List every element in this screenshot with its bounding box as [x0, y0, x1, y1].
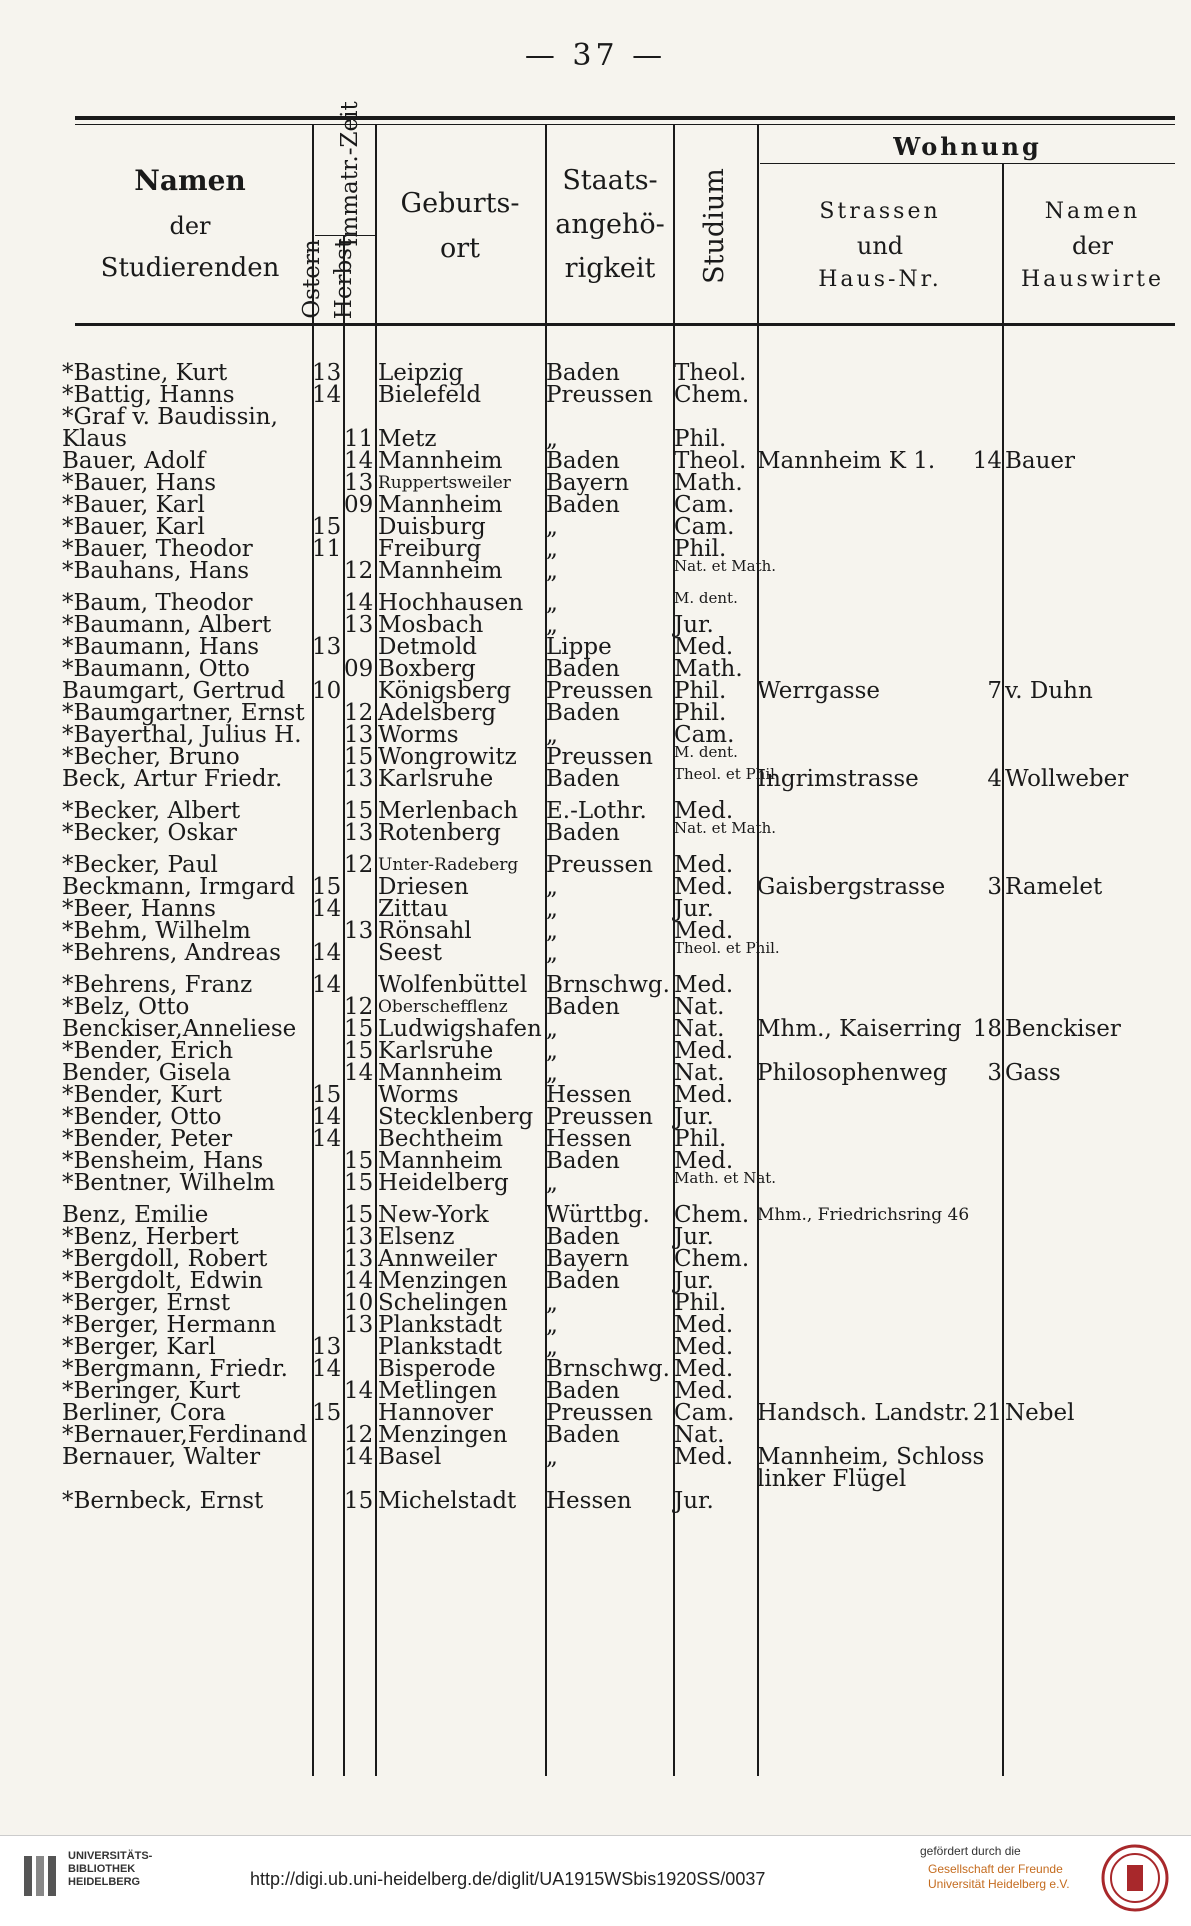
cell-ort: Wongrowitz [378, 744, 517, 770]
cell-ort: Detmold [378, 634, 478, 660]
cell-ort: Seest [378, 940, 443, 966]
cell-name: *Bauhans, Hans [62, 558, 250, 584]
header-geburts: Geburts- [400, 188, 520, 219]
cell-ort: Basel [378, 1444, 442, 1470]
cell-h: 12 [344, 700, 374, 726]
cell-name: *Baumgartner, Ernst [62, 700, 305, 726]
cell-ort: Worms [378, 1082, 459, 1108]
cell-ort: Driesen [378, 874, 469, 900]
header-studierenden: Studierenden [100, 253, 280, 283]
cell-str: Mannheim K 1. [757, 448, 936, 474]
cell-staat: „ [546, 940, 558, 966]
cell-o: 14 [312, 972, 342, 998]
cell-nr: 7 [987, 678, 1002, 704]
header-staats: Staats- [562, 165, 658, 196]
university-seal-icon [1100, 1843, 1170, 1913]
cell-ort: Bisperode [378, 1356, 496, 1382]
cell-ort: Oberschefflenz [378, 997, 508, 1017]
cell-name: Bender, Gisela [62, 1060, 231, 1086]
cell-name: Baumgart, Gertrud [62, 678, 286, 704]
cell-stud: Chem. [674, 1246, 750, 1272]
cell-stud: Med. [674, 972, 734, 998]
header-und: und [856, 232, 904, 260]
cell-name: *Bergdolt, Edwin [62, 1268, 263, 1294]
cell-staat: „ [546, 1444, 558, 1470]
cell-name: *Bender, Otto [62, 1104, 222, 1130]
cell-h: 15 [344, 798, 374, 824]
cell-ort: Mannheim [378, 1060, 503, 1086]
cell-name: Bauer, Adolf [62, 448, 206, 474]
cell-ort: Merlenbach [378, 798, 519, 824]
cell-name: *Behrens, Andreas [62, 940, 281, 966]
cell-stud: Med. [674, 874, 734, 900]
cell-name: *Bernauer,Ferdinand [62, 1422, 308, 1448]
cell-ort: Bielefeld [378, 382, 482, 408]
cell-nr: 18 [972, 1016, 1002, 1042]
cell-nr: 21 [972, 1400, 1002, 1426]
cell-ort: Mannheim [378, 448, 503, 474]
cell-name: *Baumann, Otto [62, 656, 250, 682]
header-bottom-rule [75, 323, 1175, 326]
cell-h: 14 [344, 590, 374, 616]
cell-name: *Benz, Herbert [62, 1224, 239, 1250]
cell-name: *Bastine, Kurt [62, 360, 228, 386]
cell-ort: New-York [378, 1202, 489, 1228]
cell-stud: Nat. et Math. [674, 819, 777, 837]
cell-str: Mhm., Kaiserring [757, 1016, 962, 1042]
cell-staat: Preussen [546, 382, 653, 408]
cell-stud: Cam. [674, 492, 735, 518]
cell-staat: „ [546, 590, 558, 616]
cell-o: 15 [312, 514, 342, 540]
cell-name: *Berger, Karl [62, 1334, 216, 1360]
cell-stud: Med. [674, 1334, 734, 1360]
cell-staat: Baden [546, 1224, 620, 1250]
cell-str: Ingrimstrasse [757, 766, 919, 792]
header-studium: Studium [699, 168, 730, 284]
col-line-3 [375, 124, 377, 1776]
top-rule-thin [75, 124, 1175, 125]
cell-stud: Jur. [674, 1224, 714, 1250]
cell-stud: Phil. [674, 536, 727, 562]
cell-stud: M. dent. [674, 743, 738, 761]
cell-staat: Baden [546, 820, 620, 846]
cell-name: Benckiser,Anneliese [62, 1016, 297, 1042]
cell-wirt: Bauer [1005, 448, 1076, 474]
cell-wirt: Benckiser [1005, 1016, 1121, 1042]
cell-str: Philosophenweg [757, 1060, 948, 1086]
cell-ort: Unter-Radeberg [378, 855, 519, 875]
cell-h: 11 [344, 426, 374, 452]
cell-wirt: Gass [1005, 1060, 1061, 1086]
cell-name: Berliner, Cora [62, 1400, 226, 1426]
cell-name: Klaus [62, 426, 127, 452]
header-der-wirte: der [1071, 232, 1114, 260]
cell-staat: „ [546, 612, 558, 638]
cell-stud: Theol. [674, 360, 747, 386]
cell-wirt: Ramelet [1005, 874, 1103, 900]
header-wohnung: Wohnung [893, 132, 1042, 161]
cell-staat: Baden [546, 448, 620, 474]
cell-staat: Baden [546, 1268, 620, 1294]
cell-staat: Baden [546, 360, 620, 386]
cell-staat: Baden [546, 700, 620, 726]
cell-h: 14 [344, 1378, 374, 1404]
cell-name: *Berger, Hermann [62, 1312, 277, 1338]
cell-name: Benz, Emilie [62, 1202, 209, 1228]
cell-stud: Med. [674, 918, 734, 944]
cell-ort: Metlingen [378, 1378, 498, 1404]
cell-ort: Plankstadt [378, 1334, 503, 1360]
cell-name: *Bergmann, Friedr. [62, 1356, 288, 1382]
cell-ort: Menzingen [378, 1268, 508, 1294]
cell-stud: Math. [674, 656, 743, 682]
cell-name: *Bayerthal, Julius H. [62, 722, 302, 748]
cell-staat: Baden [546, 492, 620, 518]
cell-name: *Becker, Paul [62, 852, 218, 878]
cell-h: 13 [344, 766, 374, 792]
cell-stud: Phil. [674, 700, 727, 726]
cell-ort: Mannheim [378, 492, 503, 518]
header-der: der [169, 212, 211, 240]
cell-ort: Königsberg [378, 678, 512, 704]
cell-o: 10 [312, 678, 342, 704]
cell-ort: Stecklenberg [378, 1104, 534, 1130]
cell-o: 13 [312, 360, 342, 386]
cell-stud: Med. [674, 1444, 734, 1470]
cell-staat: Baden [546, 1148, 620, 1174]
cell-name: *Baum, Theodor [62, 590, 253, 616]
cell-str: Handsch. Landstr. [757, 1400, 970, 1426]
cell-nr: 3 [987, 1060, 1002, 1086]
cell-ort: Ludwigshafen [378, 1016, 542, 1042]
cell-stud: Cam. [674, 722, 735, 748]
cell-stud: Cam. [674, 514, 735, 540]
cell-staat: Lippe [546, 634, 612, 660]
cell-o: 14 [312, 1104, 342, 1130]
cell-h: 09 [344, 492, 374, 518]
cell-stud: Nat. [674, 994, 725, 1020]
cell-staat: „ [546, 722, 558, 748]
cell-name: Beckmann, Irmgard [62, 874, 296, 900]
cell-h: 12 [344, 994, 374, 1020]
cell-ort: Ruppertsweiler [378, 473, 511, 493]
cell-h: 15 [344, 1148, 374, 1174]
cell-ort: Annweiler [378, 1246, 497, 1272]
cell-h: 13 [344, 820, 374, 846]
cell-staat: Baden [546, 994, 620, 1020]
cell-staat: „ [546, 558, 558, 584]
cell-staat: E.-Lothr. [546, 798, 647, 824]
cell-o: 15 [312, 874, 342, 900]
cell-stud: Jur. [674, 1488, 714, 1514]
cell-wirt: Nebel [1005, 1400, 1075, 1426]
cell-ort: Menzingen [378, 1422, 508, 1448]
cell-h: 15 [344, 1202, 374, 1228]
cell-o: 14 [312, 1126, 342, 1152]
cell-h: 14 [344, 1060, 374, 1086]
cell-stud: Med. [674, 1082, 734, 1108]
cell-o: 14 [312, 896, 342, 922]
library-logo-icon [22, 1852, 58, 1900]
cell-stud: Med. [674, 798, 734, 824]
cell-ort: Duisburg [378, 514, 486, 540]
cell-ort: Mosbach [378, 612, 484, 638]
cell-o: 14 [312, 382, 342, 408]
header-hauswirte: Hauswirte [1020, 267, 1164, 292]
cell-h: 09 [344, 656, 374, 682]
top-rule [75, 116, 1175, 120]
cell-stud: Theol. [674, 448, 747, 474]
cell-h: 14 [344, 1444, 374, 1470]
cell-staat: Preussen [546, 1400, 653, 1426]
cell-staat: Preussen [546, 852, 653, 878]
cell-name: *Bauer, Karl [62, 492, 205, 518]
header-herbst: Herbst [331, 238, 357, 320]
society-name: Gesellschaft der Freunde Universität Heidelberg e.V. [928, 1862, 1070, 1891]
cell-ort: Worms [378, 722, 459, 748]
cell-name: *Beringer, Kurt [62, 1378, 241, 1404]
cell-stud: Jur. [674, 1104, 714, 1130]
cell-staat: Preussen [546, 1104, 653, 1130]
cell-staat: Bayern [546, 470, 630, 496]
cell-name: *Berger, Ernst [62, 1290, 231, 1316]
cell-ort: Leipzig [378, 360, 464, 386]
cell-str: Gaisbergstrasse [757, 874, 946, 900]
cell-staat: „ [546, 1290, 558, 1316]
cell-o: 13 [312, 1334, 342, 1360]
cell-name: *Bernbeck, Ernst [62, 1488, 264, 1514]
header-immatr-zeit: Immatr.-Zeit [337, 101, 363, 247]
cell-name: *Baumann, Albert [62, 612, 272, 638]
cell-staat: „ [546, 1312, 558, 1338]
col-line-7 [1002, 163, 1004, 1776]
cell-h: 10 [344, 1290, 374, 1316]
cell-str: Mhm., Friedrichsring 46 [757, 1205, 970, 1225]
cell-name: *Bender, Kurt [62, 1082, 222, 1108]
cell-stud: Cam. [674, 1400, 735, 1426]
cell-stud: Jur. [674, 1268, 714, 1294]
cell-stud: Jur. [674, 612, 714, 638]
cell-stud: Chem. [674, 1202, 750, 1228]
cell-staat: Baden [546, 1378, 620, 1404]
library-name: UNIVERSITÄTS- BIBLIOTHEK HEIDELBERG [68, 1850, 153, 1888]
cell-ort: Bechtheim [378, 1126, 504, 1152]
cell-stud: Phil. [674, 426, 727, 452]
cell-h: 15 [344, 1016, 374, 1042]
cell-stud: Phil. [674, 1290, 727, 1316]
cell-stud: Jur. [674, 896, 714, 922]
cell-name: *Bender, Erich [62, 1038, 234, 1064]
header-namen-wirte: Namen [1044, 199, 1141, 224]
cell-stud: Chem. [674, 382, 750, 408]
header-ostern: Ostern [299, 239, 325, 319]
cell-stud: Math. [674, 470, 743, 496]
cell-wirt: v. Duhn [1005, 678, 1093, 704]
cell-stud: Med. [674, 1378, 734, 1404]
cell-name: *Bender, Peter [62, 1126, 233, 1152]
cell-staat: Baden [546, 656, 620, 682]
cell-staat: „ [546, 1038, 558, 1064]
cell-str: linker Flügel [757, 1466, 907, 1492]
cell-h: 12 [344, 558, 374, 584]
cell-stud: Phil. [674, 678, 727, 704]
cell-o: 11 [312, 536, 342, 562]
cell-h: 14 [344, 1268, 374, 1294]
cell-h: 13 [344, 722, 374, 748]
cell-h: 15 [344, 1038, 374, 1064]
cell-staat: „ [546, 514, 558, 540]
cell-staat: „ [546, 918, 558, 944]
cell-name: *Graf v. Baudissin, [62, 404, 278, 430]
cell-staat: Hessen [546, 1126, 632, 1152]
cell-ort: Schelingen [378, 1290, 508, 1316]
header-strassen: Strassen [819, 199, 941, 224]
page-number: — 37 — [524, 38, 667, 73]
cell-staat: „ [546, 874, 558, 900]
cell-ort: Freiburg [378, 536, 482, 562]
cell-name: *Bauer, Hans [62, 470, 217, 496]
cell-h: 15 [344, 744, 374, 770]
cell-ort: Rönsahl [378, 918, 472, 944]
cell-o: 15 [312, 1400, 342, 1426]
cell-stud: Med. [674, 852, 734, 878]
header-haus-nr: Haus-Nr. [818, 267, 942, 292]
cell-ort: Hannover [378, 1400, 493, 1426]
header-ort: ort [439, 233, 480, 264]
cell-name: *Becker, Albert [62, 798, 241, 824]
cell-stud: Med. [674, 1312, 734, 1338]
cell-name: Bernauer, Walter [62, 1444, 261, 1470]
funded-by-text: gefördert durch die [920, 1844, 1021, 1858]
cell-h: 12 [344, 852, 374, 878]
cell-name: *Becker, Oskar [62, 820, 237, 846]
cell-staat: Württbg. [546, 1202, 650, 1228]
cell-stud: Nat. et Math. [674, 557, 777, 575]
cell-name: *Bentner, Wilhelm [62, 1170, 276, 1196]
cell-ort: Rotenberg [378, 820, 501, 846]
cell-ort: Zittau [378, 896, 449, 922]
cell-name: *Behm, Wilhelm [62, 918, 251, 944]
cell-ort: Michelstadt [378, 1488, 517, 1514]
cell-name: *Bauer, Karl [62, 514, 205, 540]
cell-o: 14 [312, 1356, 342, 1382]
cell-ort: Karlsruhe [378, 1038, 494, 1064]
cell-o: 14 [312, 940, 342, 966]
cell-staat: Preussen [546, 678, 653, 704]
cell-nr: 14 [972, 448, 1002, 474]
cell-h: 13 [344, 612, 374, 638]
cell-stud: Nat. [674, 1016, 725, 1042]
cell-ort: Hochhausen [378, 590, 524, 616]
cell-staat: „ [546, 1016, 558, 1042]
cell-h: 13 [344, 1224, 374, 1250]
cell-stud: Nat. [674, 1422, 725, 1448]
cell-ort: Mannheim [378, 558, 503, 584]
cell-stud: Phil. [674, 1126, 727, 1152]
cell-staat: „ [546, 1060, 558, 1086]
cell-ort: Adelsberg [378, 700, 497, 726]
cell-name: *Bensheim, Hans [62, 1148, 264, 1174]
cell-h: 14 [344, 448, 374, 474]
cell-name: *Behrens, Franz [62, 972, 253, 998]
cell-ort: Elsenz [378, 1224, 455, 1250]
cell-name: *Bergdoll, Robert [62, 1246, 268, 1272]
header-rigkeit: rigkeit [564, 253, 656, 284]
cell-stud: Theol. et Phil. [674, 765, 780, 783]
cell-h: 12 [344, 1422, 374, 1448]
cell-staat: Baden [546, 1422, 620, 1448]
page-url-link[interactable]: http://digi.ub.uni-heidelberg.de/diglit/UA1915WSbis1920SS/0037 [250, 1869, 766, 1889]
cell-name: *Beer, Hanns [62, 896, 216, 922]
header-namen: Namen [134, 164, 246, 197]
cell-stud: Math. et Nat. [674, 1169, 777, 1187]
cell-ort: Metz [378, 426, 437, 452]
cell-staat: Baden [546, 766, 620, 792]
cell-stud: Med. [674, 1356, 734, 1382]
cell-ort: Plankstadt [378, 1312, 503, 1338]
cell-h: 15 [344, 1488, 374, 1514]
cell-str: Werrgasse [757, 678, 881, 704]
cell-staat: Hessen [546, 1082, 632, 1108]
cell-o: 15 [312, 1082, 342, 1108]
cell-ort: Karlsruhe [378, 766, 494, 792]
cell-wirt: Wollweber [1005, 766, 1129, 792]
cell-ort: Heidelberg [378, 1170, 509, 1196]
cell-ort: Wolfenbüttel [378, 972, 528, 998]
cell-staat: „ [546, 1334, 558, 1360]
cell-name: *Bauer, Theodor [62, 536, 253, 562]
cell-h: 13 [344, 918, 374, 944]
cell-staat: Preussen [546, 744, 653, 770]
cell-staat: „ [546, 1170, 558, 1196]
cell-stud: Med. [674, 1038, 734, 1064]
cell-str: Mannheim, Schloss [757, 1444, 985, 1470]
cell-nr: 4 [987, 766, 1002, 792]
cell-ort: Mannheim [378, 1148, 503, 1174]
cell-name: *Belz, Otto [62, 994, 190, 1020]
cell-staat: Brnschwg. [546, 1356, 670, 1382]
cell-staat: „ [546, 536, 558, 562]
cell-stud: Med. [674, 1148, 734, 1174]
cell-stud: Theol. et Phil. [674, 939, 780, 957]
cell-h: 13 [344, 1246, 374, 1272]
cell-staat: „ [546, 426, 558, 452]
cell-nr: 3 [987, 874, 1002, 900]
cell-name: *Baumann, Hans [62, 634, 260, 660]
cell-stud: Nat. [674, 1060, 725, 1086]
cell-h: 15 [344, 1170, 374, 1196]
cell-staat: Brnschwg. [546, 972, 670, 998]
cell-name: *Battig, Hanns [62, 382, 235, 408]
cell-stud: Med. [674, 634, 734, 660]
cell-name: *Becher, Bruno [62, 744, 240, 770]
cell-ort: Boxberg [378, 656, 476, 682]
cell-o: 13 [312, 634, 342, 660]
cell-staat: Hessen [546, 1488, 632, 1514]
cell-h: 13 [344, 1312, 374, 1338]
header-angehoe: angehö- [555, 209, 665, 240]
cell-name: Beck, Artur Friedr. [62, 766, 283, 792]
cell-stud: M. dent. [674, 589, 738, 607]
cell-staat: Bayern [546, 1246, 630, 1272]
cell-h: 13 [344, 470, 374, 496]
cell-staat: „ [546, 896, 558, 922]
